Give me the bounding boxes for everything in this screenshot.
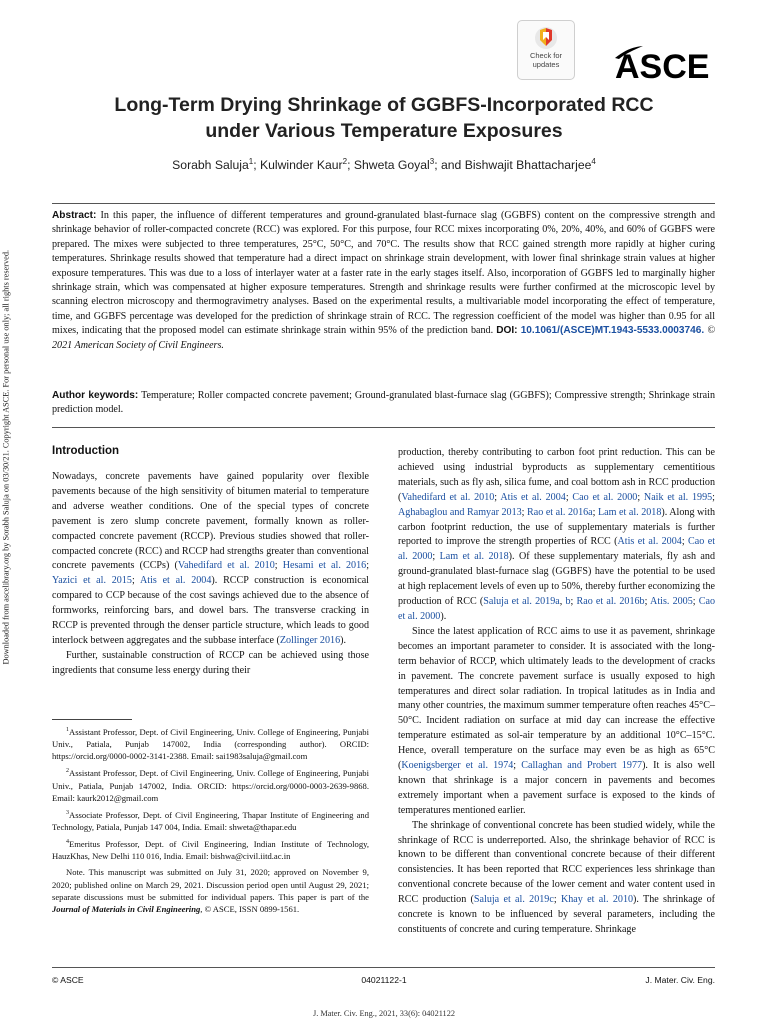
manuscript-note xyxy=(52,866,369,915)
paragraph xyxy=(398,446,715,625)
footer-copyright: © ASCE xyxy=(52,975,84,985)
author-affiliation-number: 2 xyxy=(342,157,348,166)
paragraph-text: ; xyxy=(570,596,577,608)
paragraph-text: ; xyxy=(274,560,283,572)
citation-link[interactable]: Cao et al. 2000 xyxy=(398,536,715,563)
author-separator: ; and xyxy=(434,158,465,173)
check-for-updates-icon xyxy=(534,26,558,50)
citation-link[interactable]: b xyxy=(565,596,571,608)
paragraph-text: ; xyxy=(592,506,598,518)
citation-link[interactable]: Atis et al. 2004 xyxy=(139,575,212,587)
article-title xyxy=(40,92,728,144)
paragraph-text: , xyxy=(559,596,566,608)
citation-link[interactable]: Saluja et al. 2019a xyxy=(483,596,560,608)
paragraph-text: ; xyxy=(712,491,715,503)
paragraph-text: ; xyxy=(637,491,644,503)
footnote xyxy=(52,724,369,762)
citation-link[interactable]: Vahedifard et al. 2010 xyxy=(177,560,275,572)
abstract-text: In this paper, the influence of different temperatures and ground-granulated blast-furnace slag (GGBFS) content on the compressive strength and shrinkage behavior of roller-compacted concrete (RCC) was explored. For this purpose, four RCC mixes incorporating 0%, 20%, 40%, and 60% of GGBFS were prepared. The mixes were subjected to three temperatures, 25°C, 50°C, and 70°C. The results show that RCC gained strength more rapidly at higher curing temperatures. Shrinkage results showed that temperature had a direct impact on shrinkage strain development, with lower final shrinkage strain values at higher exposure temperatures. This was due to a loss of interlayer water at a faster rate in the early stages itself. Also, incorporation of GGBFS led to marginally higher shrinkage strain, which was compensated at higher exposure temperatures. Strength and shrinkage results were further confirmed at the microscopic level by scanning electron microscopy and thermogravimetry analyses. Based on the experimental results, a multivariable model incorporating the effect of temperature, time, and GGBFS percentage was developed for the prediction of shrinkage strain of RCC. The regression coefficient of the model was higher than 0.95 for all mixes, indicating that the proposed model can estimate shrinkage strain within 95% of the prediction band. xyxy=(52,210,715,337)
paragraph-text: ). The shrinkage of concrete is known to be influenced by several parameters, including the constituents of concrete and curing temperature. Shrinkage xyxy=(398,894,716,935)
author-list xyxy=(40,157,728,172)
note-tail: , © ASCE, ISSN 0899-1561. xyxy=(200,904,300,915)
footnote-number: 1 xyxy=(66,727,69,733)
footnote-text: Assistant Professor, Dept. of Civil Engineering, Univ. College of Engineering, Punjabi Univ., Patiala, Punjab 147002, India (corresponding author). ORCID: https://orcid.org/0000-0002-3141-2388. Email: sai1983saluja@gmail.com xyxy=(52,726,369,762)
author-name[interactable]: Shweta Goyal xyxy=(353,158,430,173)
paragraph-text: ; xyxy=(494,491,501,503)
paragraph-text: ; xyxy=(681,536,689,548)
paragraph-text: The shrinkage of conventional concrete has been studied widely, while the shrinkage of RCC is underreported. Also, the shrinkage behavior of RCC is known to be different than conventional concrete because of their different consistencies. It has been reported that RCC experiences less shrinkage than conventional concrete because of the lower cement and water content used in RCC production ( xyxy=(398,819,715,906)
article-title-line-2: under Various Temperature Exposures xyxy=(205,120,563,142)
author-name[interactable]: Bishwajit Bhattacharjee xyxy=(464,158,592,173)
paragraph-text: production, thereby contributing to carbon foot print reduction. This can be achieved using industrial byproducts as supplementary cementitious materials, such as fly ash, silica fume, and coal bottom ash in RCC production ( xyxy=(398,447,715,503)
citation-link[interactable]: Hesami et al. 2016 xyxy=(282,560,367,572)
paragraph-text: ). xyxy=(440,610,447,622)
right-column xyxy=(398,446,715,938)
paragraph-text: ; xyxy=(553,894,561,906)
asce-logo xyxy=(613,38,717,87)
check-for-updates-badge[interactable] xyxy=(517,20,575,80)
footer-article-number: 04021122-1 xyxy=(361,975,407,985)
citation-link[interactable]: Atis et al. 2004 xyxy=(617,536,682,548)
citation-link[interactable]: Lam et al. 2018 xyxy=(439,551,509,563)
download-side-note: Downloaded from ascelibrary.org by Sorabh Saluja on 03/30/21. Copyright ASCE. For personal use only; all rights reserved. xyxy=(1,249,11,665)
citation-link[interactable]: Saluja et al. 2019c xyxy=(473,894,554,906)
citation-link[interactable]: Cao et al. 2000 xyxy=(398,596,716,622)
paragraph-text: ; xyxy=(432,551,440,563)
citation-link[interactable]: Callaghan and Probert 1977 xyxy=(521,760,643,772)
paragraph-text: ). xyxy=(340,634,347,646)
citation-link[interactable]: Rao et al. 2016b xyxy=(576,596,645,608)
citation-link[interactable]: Yazici et al. 2015 xyxy=(52,575,132,587)
citation-link[interactable]: Atis et al. 2004 xyxy=(500,491,566,503)
journal-name: Journal of Materials in Civil Engineering xyxy=(52,904,201,915)
footnote xyxy=(52,836,369,862)
citation-link[interactable]: Rao et al. 2016a xyxy=(527,506,593,518)
author-keywords xyxy=(52,389,715,418)
abstract-copyright: © 2021 American Society of Civil Engineers. xyxy=(52,325,715,351)
paragraph-text: Since the latest application of RCC aims to use it as pavement, shrinkage becomes an important parameter to consider. It is associated with the long-term behavior of RCCP, which ultimately leads to the development of cracks in pavement. The concrete pavement surface is usually exposed to high temperatures and direct solar radiation. In tropical latitudes as in India and many other countries, the maximum summer temperature often reaches 45°C–50°C. Incident radiation on surface at mid day can increase the effective temperature estimated as sol-air temperature by an additional 10°C–15°C. Hence, overall temperature on the surface may even be as high as 65°C ( xyxy=(398,625,715,772)
paragraph-text: ). RCCP construction is economical compared to CCP because of the cost savings achieved due to the absence of formworks, reinforcing bars, and dowel bars. The transverse cracking in RCCP is prevented through the denser particle structure, which leads to good interlock between aggregates and the subbase interface ( xyxy=(52,575,369,646)
footnote-rule xyxy=(52,719,132,720)
paragraph-text: Further, sustainable construction of RCCP can be achieved using those ingredients that consume less energy during their xyxy=(52,649,369,676)
footnote-text: Associate Professor, Dept. of Civil Engineering, Thapar Institute of Engineering and Technology, Patiala, Punjab 147 004, India. Email: shweta@thapar.edu xyxy=(52,809,369,832)
paragraph xyxy=(52,470,369,649)
citation-link[interactable]: Vahedifard et al. 2010 xyxy=(401,491,495,503)
citation-link[interactable]: Aghabaglou and Ramyar 2013 xyxy=(398,506,522,518)
author-affiliation-number: 3 xyxy=(429,157,435,166)
author-separator: ; xyxy=(253,158,260,173)
check-for-updates-label: Check for updates xyxy=(529,51,563,69)
paragraph-text: ). It is also well known that shrinkage is a major concern in pavements and becomes extremely important when a pavement surface is exposed to the kinds of temperatures mentioned earlier. xyxy=(398,760,716,816)
footnote-number: 3 xyxy=(66,809,69,816)
paragraph xyxy=(52,649,369,679)
paragraph-text: ). Along with carbon footprint reduction, the use of supplementary materials is further reported to improve the strength properties of RCC ( xyxy=(398,506,715,548)
footnote-text: Assistant Professor, Dept. of Civil Engineering, Univ. College of Engineering, Punjabi Univ., Patiala, Punjab 147002, India. ORCID: https://orcid.org/0000-0003-2639-9868. Email: kaurk2012@gmail.com xyxy=(52,768,369,803)
footnote-text: Emeritus Professor, Dept. of Civil Engineering, Indian Institute of Technology, HauzKhas, New Delhi 110 016, India. Email: bishwa@civil.iitd.ac.in xyxy=(52,839,369,862)
author-name[interactable]: Sorabh Saluja xyxy=(172,158,249,173)
footer-rule xyxy=(52,967,715,968)
citation-link[interactable]: Atis. 2005 xyxy=(650,596,693,608)
doi-link[interactable]: 10.1061/(ASCE)MT.1943-5533.0003746. xyxy=(520,325,705,337)
author-separator: ; xyxy=(347,158,354,173)
keywords-label: Author keywords: xyxy=(52,390,139,401)
footnote-number: 4 xyxy=(66,839,69,846)
article-title-line-1: Long-Term Drying Shrinkage of GGBFS-Incorporated RCC xyxy=(114,94,654,116)
paragraph xyxy=(398,625,715,819)
paragraph-text: ; xyxy=(366,560,369,572)
note-text: Note. This manuscript was submitted on July 31, 2020; approved on November 9, 2020; published online on March 29, 2021. Discussion period open until August 29, 2021; separate discussions must be submitted for individual papers. This paper is part of the xyxy=(52,867,369,902)
paragraph xyxy=(398,819,715,938)
paragraph-text: Nowadays, concrete pavements have gained popularity over flexible pavements because of the high sensitivity of bitumen material to temperature and adverse weather conditions. One of the special types of concrete pavement is zero slump concrete pavement, formally known as roller-compacted concrete pavement (RCCP). Previous studies showed that roller-compacted concrete (RCC) and RCCP had strengths greater than conventional concrete pavements (CCPs) ( xyxy=(52,471,369,572)
paragraph-text: ; xyxy=(565,491,573,503)
citation-link[interactable]: Cao et al. 2000 xyxy=(572,491,638,503)
citation-link[interactable]: Lam et al. 2018 xyxy=(598,506,662,518)
paragraph-text: ; xyxy=(131,575,140,587)
author-affiliation-number: 4 xyxy=(591,157,596,166)
doi-label: DOI: xyxy=(496,325,518,337)
paragraph-text: ; xyxy=(644,596,651,608)
paragraph-text: ; xyxy=(521,506,528,518)
citation-link[interactable]: Khay et al. 2010 xyxy=(560,894,634,906)
footnotes xyxy=(52,724,369,918)
asce-logo-text: ASCE xyxy=(615,48,710,82)
paragraph-text: ; xyxy=(692,596,699,608)
keywords-text: Temperature; Roller compacted concrete pavement; Ground-granulated blast-furnace slag (GGBFS); Compressive strength; Shrinkage strain prediction model. xyxy=(52,390,715,416)
section-heading-introduction: Introduction xyxy=(52,445,120,457)
footer-journal: J. Mater. Civ. Eng. xyxy=(645,975,715,985)
citation-link[interactable]: Koenigsberger et al. 1974 xyxy=(401,760,514,772)
footnote xyxy=(52,765,369,803)
left-column xyxy=(52,470,369,679)
citation-link[interactable]: Zollinger 2016 xyxy=(279,634,341,646)
citation-link[interactable]: Naik et al. 1995 xyxy=(643,491,713,503)
footnote xyxy=(52,807,369,833)
abstract-label: Abstract: xyxy=(52,210,97,221)
author-name[interactable]: Kulwinder Kaur xyxy=(259,158,343,173)
abstract xyxy=(52,209,715,353)
footnote-number: 2 xyxy=(66,768,69,775)
author-affiliation-number: 1 xyxy=(248,157,254,166)
paragraph-text: ; xyxy=(513,760,522,772)
citation-line: J. Mater. Civ. Eng., 2021, 33(6): 04021122 xyxy=(312,1009,456,1018)
paragraph-text: ). Of these supplementary materials, fly ash and ground-granulated blast-furnace slag (GGBFS) have the potential to be used at high replacement levels of even up to 50%, thereby further economizing the production of RCC ( xyxy=(398,551,715,608)
